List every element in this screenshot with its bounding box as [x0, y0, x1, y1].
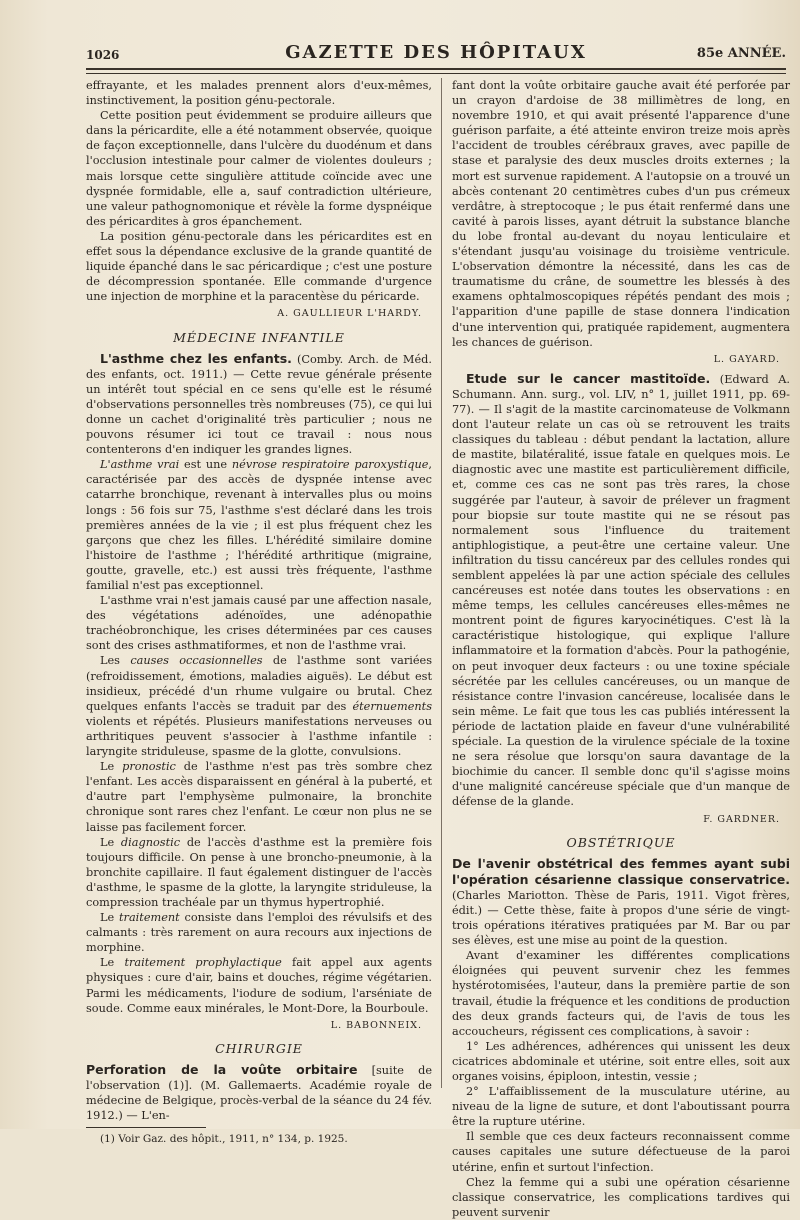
article-title: Etude sur le cancer mastitoïde.	[466, 370, 711, 386]
text: Le	[100, 835, 121, 849]
article-title: L'asthme chez les enfants.	[100, 350, 292, 366]
text: Le	[100, 760, 123, 774]
list-item: 1° Les adhérences, adhérences qui unissent les deux cicatrices abdominale et utérine, soit entre elles, soit aux organes voisins, épiploon, intestin, vessie ;	[452, 1039, 790, 1083]
paragraph: La position génu-pectorale dans les péricardites est en effet sous la dépendance exclusive de la grande quantité de liquide épanché dans le sac péricardique ; c'est une posture de décompression spontanée. Elle commande d'urgence une injection de morphine et la paracentèse du péricarde.	[86, 229, 432, 304]
column-divider	[441, 78, 442, 1088]
article	[86, 1062, 432, 1123]
paragraph: Avant d'examiner les différentes complications éloignées qui peuvent survenir chez les femmes hystérotomisées, l'auteur, dans la première partie de son travail, étudie la fréquence et les conditions de production des deux grands facteurs qui, de l'avis de tous les accoucheurs, régissent ces complications, à savoir :	[452, 949, 790, 1038]
text: Le	[100, 911, 119, 925]
author-signature: A. GAULLIEUR L'HARDY.	[277, 308, 422, 320]
text: de l'asthme n'est pas très sombre chez l'enfant. Les accès disparaissent en général à la puberté, et d'autre part l'emphysème pulmonaire, la bronchite chronique sont rares chez l'enfant. Le cœur non plus ne se laisse pas facilement forcer.	[86, 760, 432, 834]
emphasis: traitement prophylactique	[124, 956, 282, 970]
article-reference: (Charles Mariotton. Thèse de Paris, 1911. Vigot frères, édit.) — Cette thèse, faite à propos d'une série de vingt-trois opérations itératives pratiquées par M. Bar ou par ses élèves, est une mise au point de la question.	[452, 888, 790, 948]
left-column	[86, 78, 432, 1147]
footnote-rule	[86, 1127, 206, 1128]
author-signature: L. GAYARD.	[713, 353, 780, 365]
paragraph	[86, 955, 432, 1015]
emphasis: causes occasionnelles	[130, 654, 263, 668]
paragraph: Cette position peut évidemment se produire ailleurs que dans la péricardite, elle a été notamment observée, quoique de façon exceptionnelle, dans l'ulcère du duodénum et dans l'occlusion intestinale pour calmer de violentes douleurs ; mais lorsque cette singulière attitude coïncide avec une dyspnée formidable, elle a, sauf contradiction ultérieure, une valeur pathognomonique et révèle la forme dyspnéique des péricardites à gros épanchement.	[86, 109, 432, 228]
footnote: (1) Voir Gaz. des hôpit., 1911, n° 134, p. 1925.	[100, 1133, 348, 1146]
right-column	[452, 78, 790, 1220]
text: de l'asthme sont variées (refroidissement, émotions, maladies aiguës). Le début est insidieux, précédé d'un rhume vulgaire ou brutal. Chez quelques enfants l'accès se traduit par des	[86, 654, 432, 713]
volume-year: 85e ANNÉE.	[696, 46, 786, 61]
emphasis: éternuements	[352, 699, 432, 713]
section-heading: CHIRURGIE	[215, 1040, 303, 1056]
article	[86, 351, 432, 458]
text: Le	[100, 956, 125, 970]
text: de l'accès d'asthme est la première fois toujours difficile. On pense à une broncho-pneumonie, à la bronchite capillaire. Il faut également distinguer de l'accès d'asthme, le spasme de la glotte, la laryngite striduleuse, la compression trachéale par un thymus hypertrophié.	[86, 835, 432, 909]
page-header	[86, 38, 786, 70]
journal-title: GAZETTE DES HÔPITAUX	[285, 42, 587, 63]
author-signature: L. BABONNEIX.	[330, 1019, 422, 1031]
article-title: De l'avenir obstétrical des femmes ayant subi l'opération césarienne classique conservatrice.	[452, 855, 790, 887]
page-number: 1026	[86, 48, 120, 62]
emphasis: diagnostic	[120, 835, 181, 849]
article-reference: (Edward A. Schumann. Ann. surg., vol. LIV, n° 1, juillet 1911, pp. 69-77). — Il s'agit de la mastite carcinomateuse de Volkmann dont l'auteur relate un cas où se retrouvent les traits classiques du tableau : début pendant la lactation, allure de mastite, bilatéralité, issue fatale en quelques mois. Le diagnostic avec une mastite est particulièrement difficile, et, comme ces cas ne sont pas très rares, la chose suggérée par l'auteur, à savoir de prélever un fragment pour biopsie sur toute mastite qui ne se résout pas normalement sous l'influence du traitement antiphlogistique, a peut-être une certaine valeur. Une infiltration du tissu cancéreux par des cellules rondes qui semblent appelées là par une action spéciale des cellules cancéreuses est notée dans toutes les observations : en même temps, les cellules cancéreuses elles-mêmes ne montrent point de figures karyocinétiques. C'est là la caractéristique histologique, qui explique l'allure inflammatoire et la formation d'abcès. Pour la pathogénie, on peut invoquer deux facteurs : ou une toxine spéciale sécrétée par les cellules cancéreuses, ou un manque de résistance contre l'invasion cancéreuse, localisée dans le sein même. Le fait que tous les cas publiés intéressent la période de lactation plaide en faveur d'une vulnérabilité spéciale. La question de la virulence spéciale de la toxine ne sera résolue que lorsqu'on saura davantage de la biochimie du cancer. Il semble donc qu'il s'agisse moins d'une malignité cancéreuse spéciale que d'un manque de défense de la glande.	[452, 372, 790, 809]
paragraph: effrayante, et les malades prennent alors d'eux-mêmes, instinctivement, la position génu-pectorale.	[86, 79, 432, 108]
header-rule	[86, 73, 786, 74]
emphasis: L'asthme vrai	[100, 458, 180, 472]
paragraph: L'asthme vrai n'est jamais causé par une affection nasale, des végétations adénoïdes, une adénopathie trachéobronchique, les crises déterminées par ces causes sont des crises asthmatiformes, et non de l'asthme vrai.	[86, 594, 432, 653]
list-item: 2° L'affaiblissement de la musculature utérine, au niveau de la ligne de suture, et dont l'aboutissant pourra être la rupture utérine.	[452, 1085, 790, 1129]
paragraph	[86, 910, 432, 955]
paragraph	[86, 457, 432, 593]
emphasis: névrose respiratoire paroxystique	[231, 458, 429, 472]
paragraph	[86, 759, 432, 834]
article	[452, 856, 790, 949]
emphasis: pronostic	[122, 760, 176, 774]
article	[452, 371, 790, 810]
text: est une	[179, 458, 232, 472]
paragraph: Il semble que ces deux facteurs reconnaissent comme causes capitales une suture défectueuse de la paroi utérine, enfin et surtout l'infection.	[452, 1130, 790, 1174]
author-signature: F. GARDNER.	[703, 813, 780, 825]
article-reference: (Comby. Arch. de Méd. des enfants, oct. 1911.) — Cette revue générale présente un intérêt tout spécial en ce sens qu'elle est le résumé d'observations personnelles très nombreuses (75), ce qui lui donne un cachet d'originalité très particulier ; nous ne pouvons résumer ici tout ce travail : nous nous contenterons d'en indiquer les grandes lignes.	[86, 352, 432, 457]
paragraph: fant dont la voûte orbitaire gauche avait été perforée par un crayon d'ardoise de 38 millimètres de long, en novembre 1910, et qui avait présenté l'apparence d'une guérison parfaite, a été atteinte environ treize mois après l'accident de troubles cérébraux graves, avec papille de stase et paralysie des deux muscles droits externes ; la mort est survenue rapidement. A l'autopsie on a trouvé un abcès contenant 20 centimètres cubes d'un pus crémeux verdâtre, à streptocoque ; le pus était renfermé dans une cavité à parois lisses, ayant détruit la substance blanche du lobe frontal au-devant du noyau lenticulaire et s'étendant jusqu'au voisinage du troisième ventricule. L'observation démontre la nécessité, dans les cas de traumatisme du crâne, de soumettre les blessés à des examens ophtalmoscopiques répétés pendant des mois ; l'apparition d'une papille de stase donnera l'indication d'une intervention qui, pratiquée rapidement, augmentera les chances de guérison.	[452, 79, 790, 349]
article-title: Perforation de la voûte orbitaire	[86, 1061, 358, 1077]
paragraph	[86, 835, 432, 910]
paragraph: Chez la femme qui a subi une opération césarienne classique conservatrice, les complications tardives qui peuvent survenir	[452, 1175, 790, 1219]
text: , caractérisée par des accès de dyspnée intense avec catarrhe bronchique, revenant à intervalles plus ou moins longs : 56 fois sur 75, l'asthme s'est déclaré dans les trois premières années de la vie ; il est plus fréquent chez les garçons que chez les filles. L'hérédité similaire domine l'histoire de l'asthme ; l'hérédité arthritique (migraine, goutte, gravelle, etc.) est aussi très fréquente, l'asthme familial n'est pas exceptionnel.	[86, 458, 432, 592]
section-heading: OBSTÉTRIQUE	[566, 834, 676, 850]
text: consiste dans l'emploi des révulsifs et des calmants : très rarement on aura recours aux injections de morphine.	[86, 911, 432, 955]
emphasis: traitement	[119, 911, 180, 925]
paragraph	[86, 653, 432, 759]
text: fait appel aux agents physiques : cure d'air, bains et douches, régime végétarien. Parmi les médicaments, l'iodure de sodium, l'arséniate de soude. Comme eaux minérales, le Mont-Dore, la Bourboule.	[86, 956, 433, 1015]
article-reference: [suite de l'observation (1)]. (M. Gallemaerts. Académie royale de médecine de Belgique, procès-verbal de la séance du 24 fév. 1912.) — L'en-	[86, 1063, 433, 1123]
text: Les	[100, 654, 131, 668]
text: violents et répétés. Plusieurs manifestations nerveuses ou arthritiques peuvent s'associer à l'asthme infantile : laryngite striduleuse, spasme de la glotte, convulsions.	[86, 714, 432, 759]
section-heading: MÉDECINE INFANTILE	[173, 329, 345, 345]
